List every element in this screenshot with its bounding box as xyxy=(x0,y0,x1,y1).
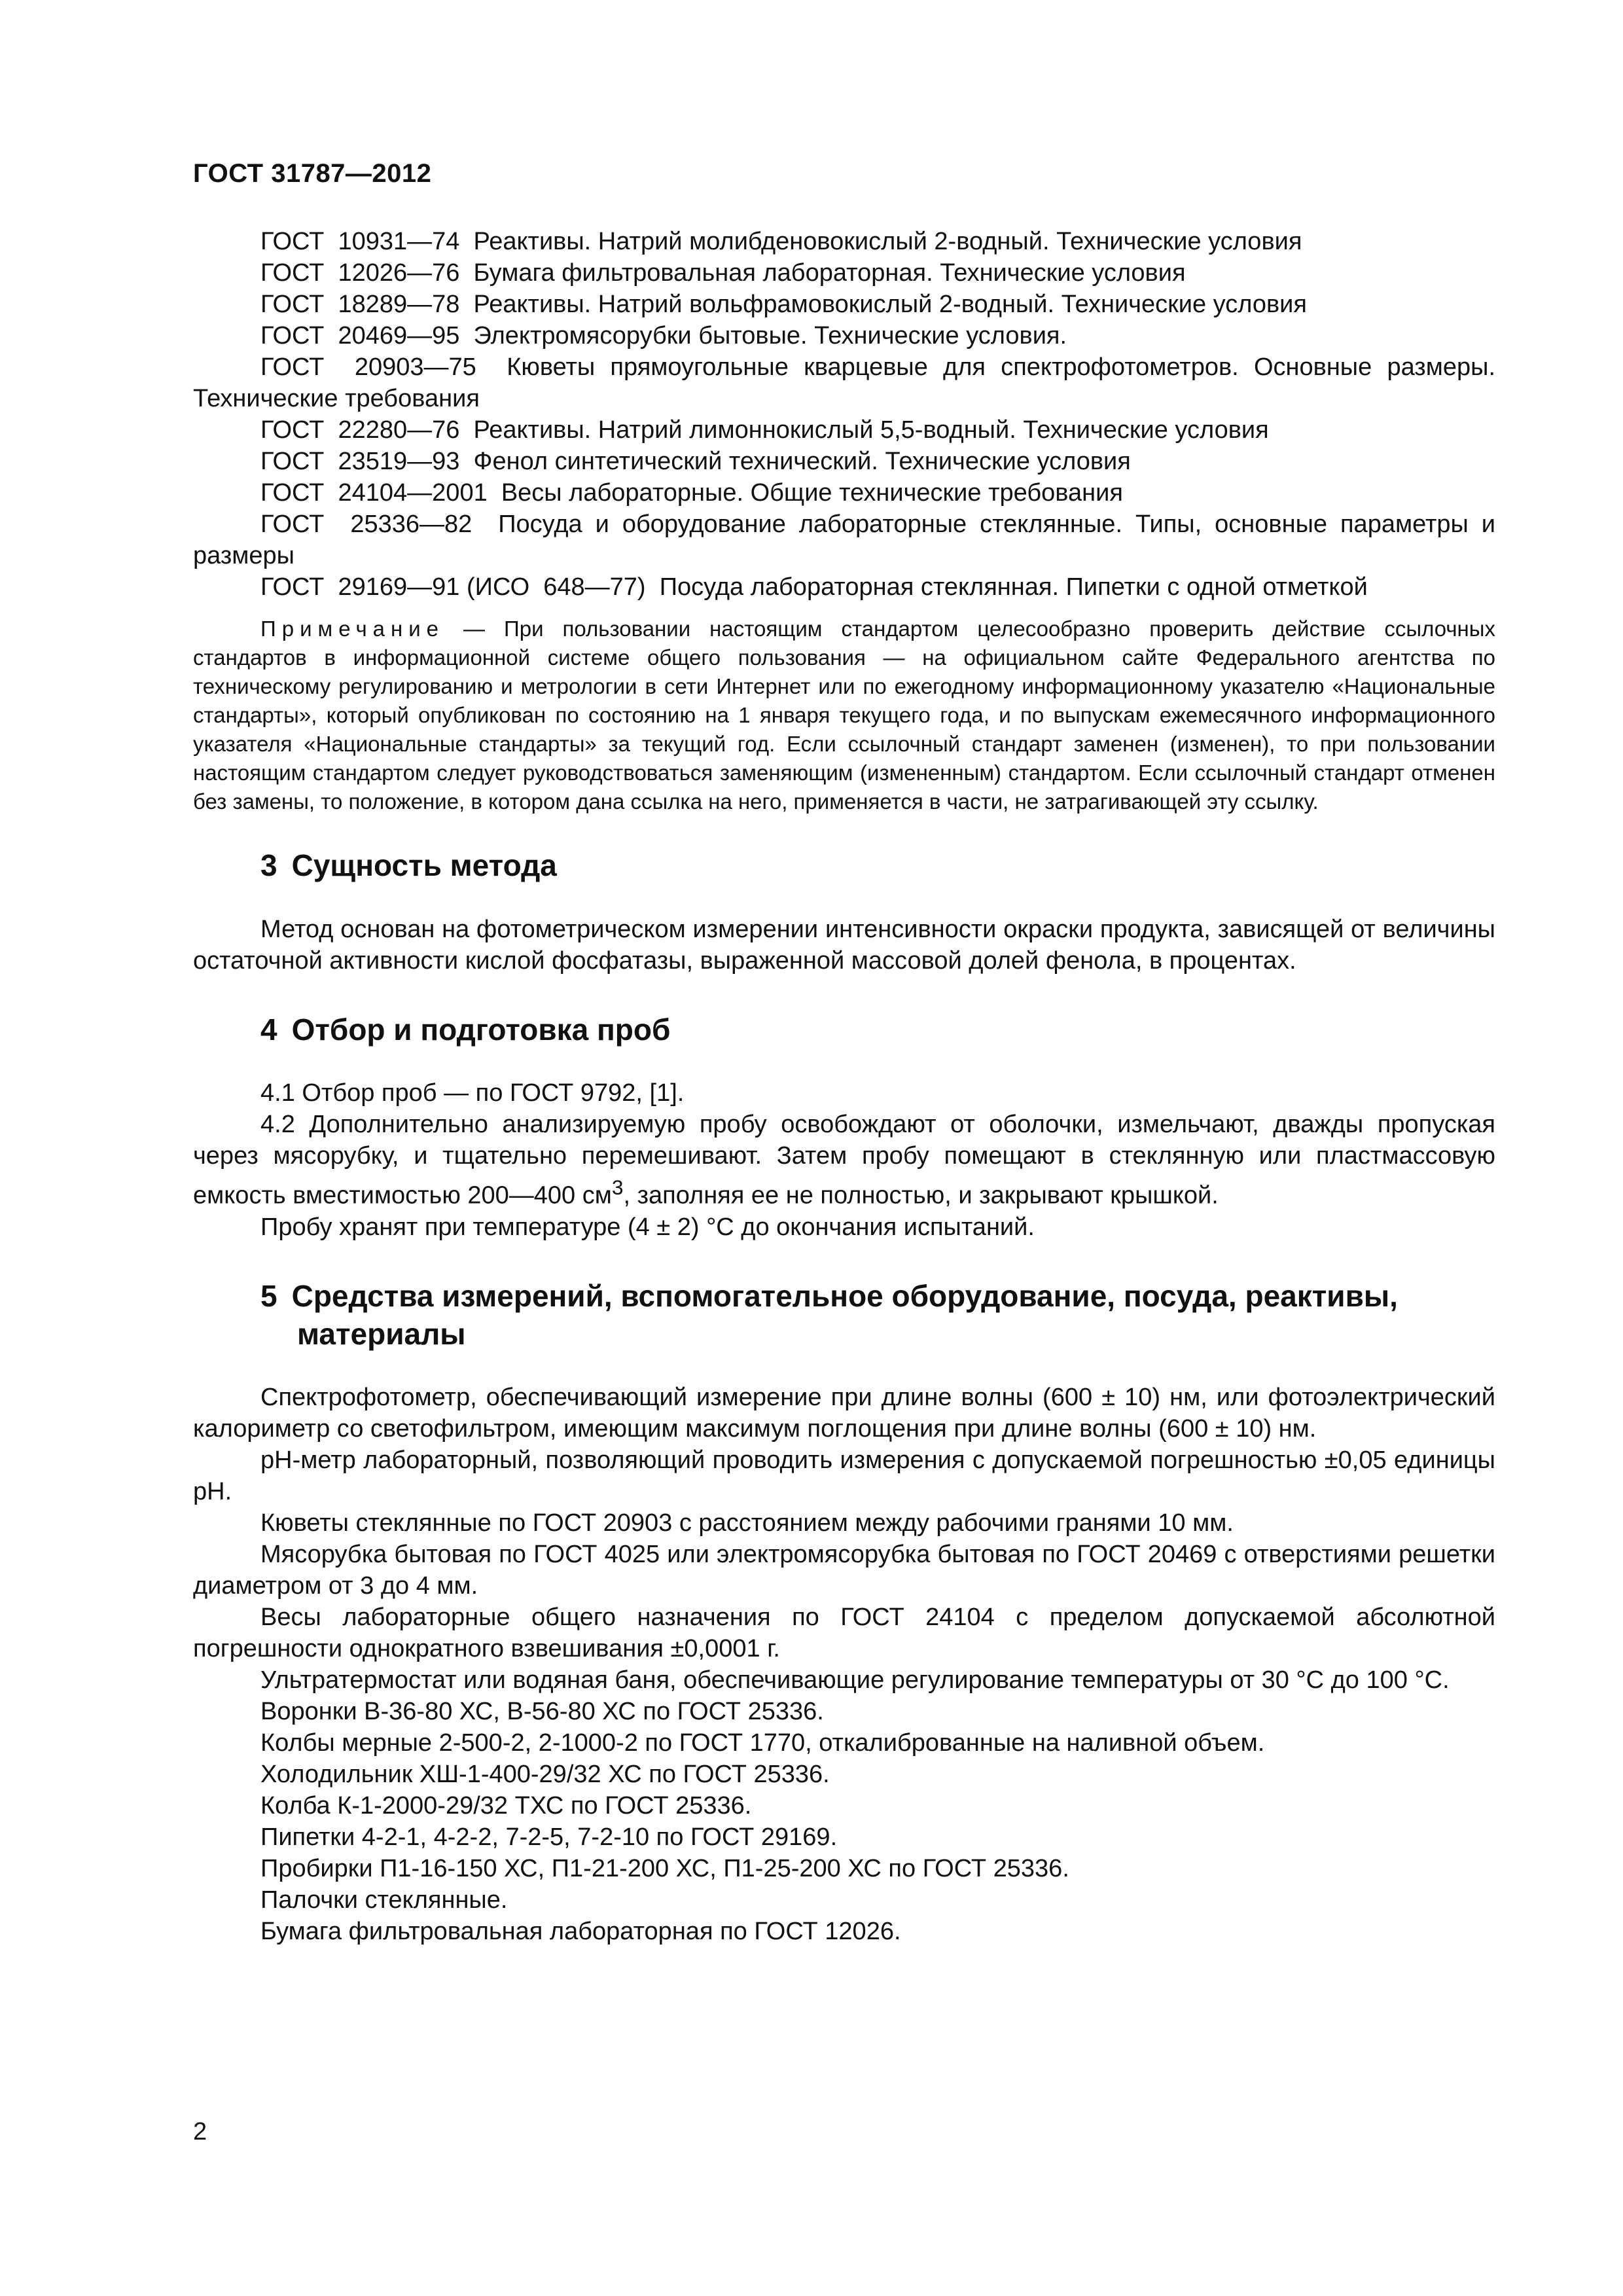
reference-item: ГОСТ 23519—93 Фенол синтетический технический. Технические условия xyxy=(260,448,1131,475)
reference-item: ГОСТ 24104—2001 Весы лабораторные. Общие технические требования xyxy=(260,479,1123,507)
section-number: 4 xyxy=(260,1013,277,1047)
page-content xyxy=(193,226,1503,1947)
equipment-item: Спектрофотометр, обеспечивающий измерение при длине волны (600 ± 10) нм, или фотоэлектрический калориметр со светофильтром, имеющим максимум поглощения при длине волны (600 ± 10) нм. xyxy=(193,1383,1495,1443)
equipment-item: Палочки стеклянные. xyxy=(260,1886,508,1914)
clause-4-2-text: 4.2 Дополнительно анализируемую пробу освобождают от оболочки, измельчают, дважды пропуская через мясорубку, и тщательно перемешивают. Затем пробу помещают в стеклянную или пластмассовую емкость вместимостью 200—400 см xyxy=(193,1111,1495,1210)
section-title: Средства измерений, вспомогательное оборудование, посуда, реактивы, материалы xyxy=(291,1278,1398,1351)
reference-item: ГОСТ 12026—76 Бумага фильтровальная лабораторная. Технические условия xyxy=(260,259,1186,287)
section-5-heading xyxy=(193,1277,1495,1353)
section-title: Сущность метода xyxy=(291,848,557,882)
equipment-item: Колбы мерные 2-500-2, 2-1000-2 по ГОСТ 1770, откалиброванные на наливной объем. xyxy=(260,1729,1265,1757)
storage-paragraph: Пробу хранят при температуре (4 ± 2) °С до окончания испытаний. xyxy=(260,1213,1035,1241)
equipment-item: Мясорубка бытовая по ГОСТ 4025 или электромясорубка бытовая по ГОСТ 20469 с отверстиями решетки диаметром от 3 до 4 мм. xyxy=(193,1540,1495,1600)
superscript: 3 xyxy=(611,1175,624,1199)
equipment-item: Ультратермостат или водяная баня, обеспечивающие регулирование температуры от 30 °С до 100 °С. xyxy=(260,1666,1450,1694)
equipment-item: Колба К-1-2000-29/32 ТХС по ГОСТ 25336. xyxy=(260,1791,752,1820)
section-number: 3 xyxy=(260,848,277,882)
equipment-item: Бумага фильтровальная лабораторная по ГОСТ 12026. xyxy=(260,1917,901,1945)
reference-item: ГОСТ 18289—78 Реактивы. Натрий вольфрамовокислый 2-водный. Технические условия xyxy=(260,291,1307,318)
equipment-item: Пипетки 4-2-1, 4-2-2, 7-2-5, 7-2-10 по ГОСТ 29169. xyxy=(260,1823,838,1851)
clause-4-1: 4.1 Отбор проб — по ГОСТ 9792, [1]. xyxy=(260,1079,685,1107)
section-number: 5 xyxy=(260,1278,277,1313)
equipment-item: рН-метр лабораторный, позволяющий проводить измерения с допускаемой погрешностью ±0,05 единицы рН. xyxy=(193,1446,1495,1505)
normative-references-list xyxy=(193,226,1503,603)
equipment-item: Холодильник ХШ-1-400-29/32 ХС по ГОСТ 25336. xyxy=(260,1760,830,1788)
section-3-heading xyxy=(193,846,1495,884)
reference-item: ГОСТ 20469—95 Электромясорубки бытовые. Технические условия. xyxy=(260,322,1067,350)
reference-item: ГОСТ 29169—91 (ИСО 648—77) Посуда лабораторная стеклянная. Пипетки с одной отметкой xyxy=(260,573,1368,601)
clause-4-2-text-end: , заполняя ее не полностью, и закрывают крышкой. xyxy=(623,1181,1219,1210)
equipment-item: Пробирки П1-16-150 ХС, П1-21-200 ХС, П1-25-200 ХС по ГОСТ 25336. xyxy=(260,1854,1069,1882)
note-text: — При пользовании настоящим стандартом целесообразно проверить действие ссылочных стандартов в информационной системе общего пользования — на официальном сайте Федерального агентства по техническому регулированию и метрологии в сети Интернет или по ежегодному информационному указателю «Национальные стандарты», который опубликован по состоянию на 1 января текущего года, и по выпускам ежемесячного информационного указателя «Национальные стандарты» за текущий год. Если ссылочный стандарт заменен (изменен), то при пользовании настоящим стандартом следует руководствоваться заменяющим (измененным) стандартом. Если ссылочный стандарт отменен без замены, то положение, в котором дана ссылка на него, применяется в части, не затрагивающей эту ссылку. xyxy=(193,617,1495,814)
reference-item: ГОСТ 25336—82 Посуда и оборудование лабораторные стеклянные. Типы, основные параметры и размеры xyxy=(193,511,1503,569)
reference-item: ГОСТ 10931—74 Реактивы. Натрий молибденовокислый 2-водный. Технические условия xyxy=(260,228,1302,255)
equipment-item: Воронки В-36-80 ХС, В-56-80 ХС по ГОСТ 25336. xyxy=(260,1697,824,1725)
note-label: Примечание xyxy=(260,617,445,641)
equipment-item: Кюветы стеклянные по ГОСТ 20903 с расстоянием между рабочими гранями 10 мм. xyxy=(260,1509,1234,1537)
section-4-heading xyxy=(193,1011,1495,1049)
note-paragraph xyxy=(193,615,1495,816)
reference-item: ГОСТ 22280—76 Реактивы. Натрий лимоннокислый 5,5-водный. Технические условия xyxy=(260,416,1269,444)
reference-item: ГОСТ 20903—75 Кюветы прямоугольные кварцевые для спектрофотометров. Основные размеры. Технические требования xyxy=(193,353,1503,412)
page-number: 2 xyxy=(193,2118,207,2145)
clause-4-2 xyxy=(193,1109,1495,1211)
section-3-paragraph: Метод основан на фотометрическом измерении интенсивности окраски продукта, зависящей от величины остаточной активности кислой фосфатазы, выраженной массовой долей фенола, в процентах. xyxy=(193,916,1495,975)
page-header-title: ГОСТ 31787—2012 xyxy=(193,159,432,188)
equipment-item: Весы лабораторные общего назначения по ГОСТ 24104 с пределом допускаемой абсолютной погрешности однократного взвешивания ±0,0001 г. xyxy=(193,1603,1495,1662)
section-title: Отбор и подготовка проб xyxy=(291,1013,671,1047)
